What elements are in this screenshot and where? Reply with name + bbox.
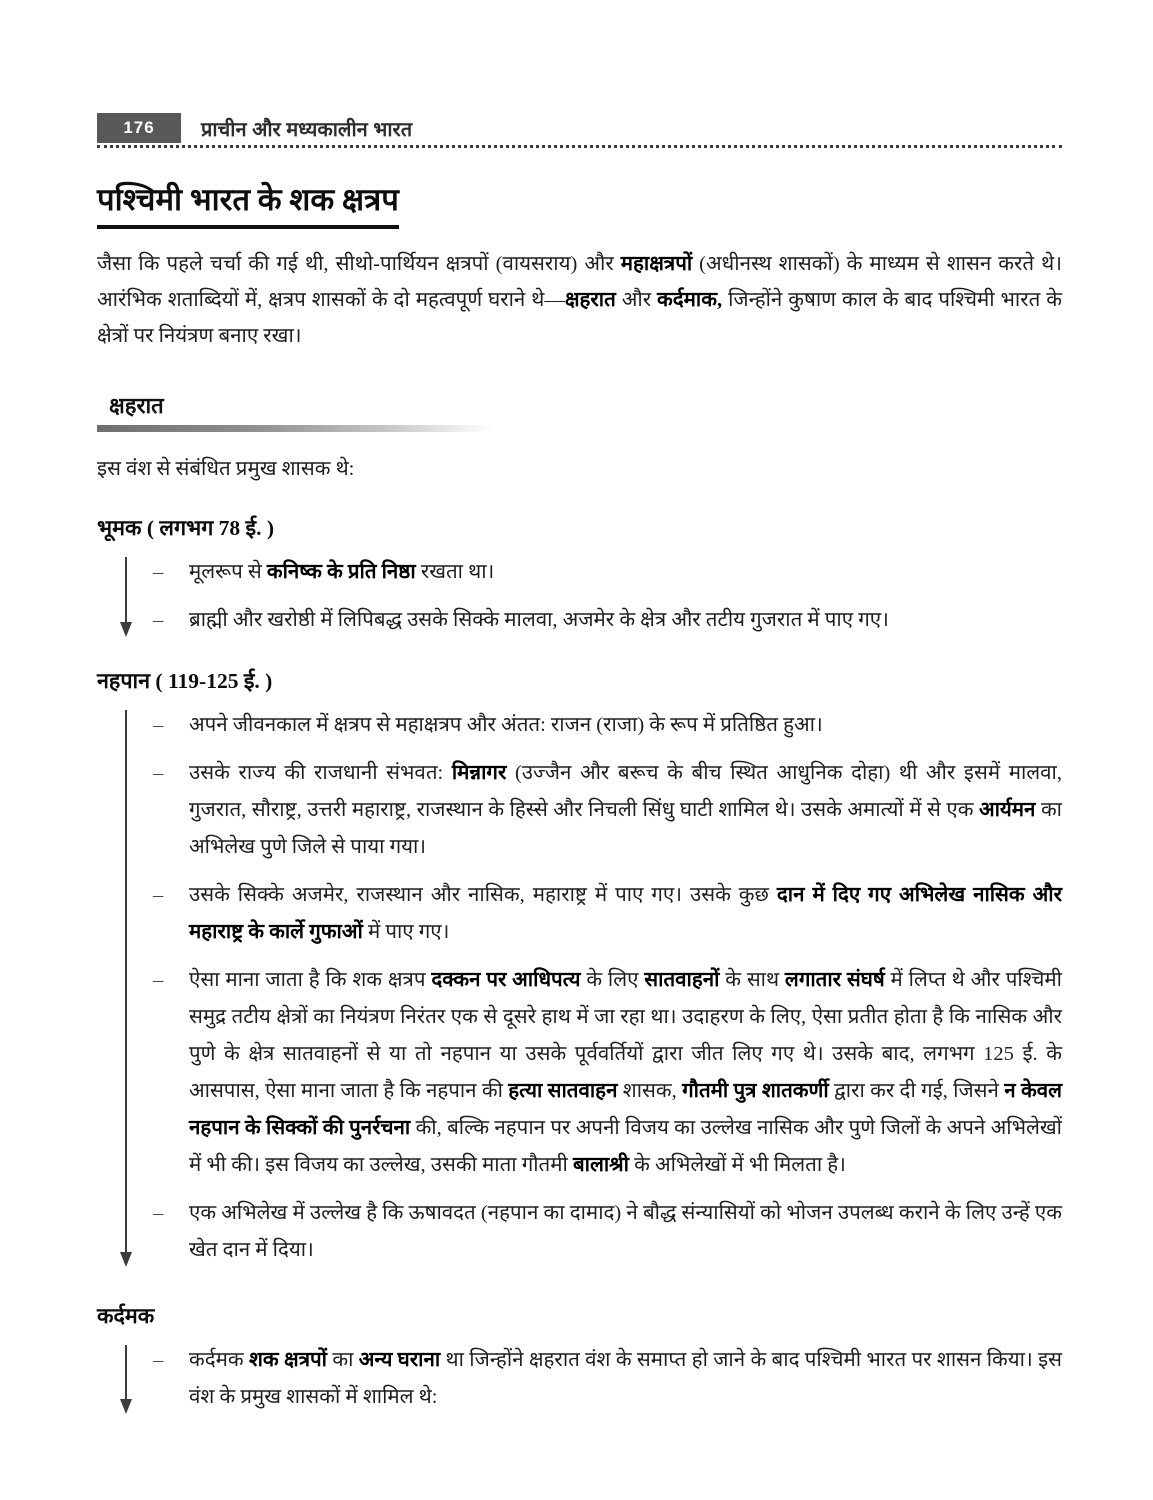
list-item bbox=[141, 962, 1062, 1184]
dash-bullet-marker: – bbox=[153, 761, 164, 784]
bullet-text: ब्राह्मी और खरोष्ठी में लिपिबद्ध उसके सिक्के मालवा, अजमेर के क्षेत्र और तटीय गुजरात में पाए गए। bbox=[189, 608, 889, 631]
list-item bbox=[141, 1342, 1062, 1416]
list-item bbox=[141, 877, 1062, 951]
list-item bbox=[141, 602, 1062, 639]
bullet-text: एक अभिलेख में उल्लेख है कि ऊषावदत (नहपान का दामाद) ने बौद्ध संन्यासियों को भोजन उपलब्ध कराने के लिए उन्हें एक खेत दान में दिया। bbox=[189, 1201, 1062, 1261]
down-arrow-icon bbox=[111, 554, 141, 639]
book-title: प्राचीन और मध्यकालीन भारत bbox=[201, 118, 413, 141]
bullet-text: कर्दमक शक क्षत्रपों का अन्य घराना था जिन्होंने क्षहरात वंश के समाप्त हो जाने के बाद पश्चिमी भारत पर शासन किया। इस वंश के प्रमुख शासकों में शामिल थे: bbox=[189, 1348, 1063, 1408]
dash-bullet-marker: – bbox=[153, 608, 164, 631]
running-header bbox=[97, 113, 1062, 148]
section-kshaharata bbox=[97, 390, 1062, 1269]
down-arrow-icon bbox=[111, 707, 141, 1269]
bullet-text: उसके सिक्के अजमेर, राजस्थान और नासिक, महाराष्ट्र में पाए गए। उसके कुछ दान में दिए गए अभिलेख नासिक और महाराष्ट्र के कार्ले गुफाओं में पाए गए। bbox=[189, 883, 1062, 943]
bullet-text: ऐसा माना जाता है कि शक क्षत्रप दक्कन पर आधिपत्य के लिए सातवाहनों के साथ लगातार संघर्ष में लिप्त थे और पश्चिमी समुद्र तटीय क्षेत्रों का नियंत्रण निरंतर एक से दूसरे हाथ में जा रहा था। उदाहरण के लिए, ऐसा प्रतीत होता है कि नासिक और पुणे के क्षेत्र सातवाहनों से या तो नहपान या उसके पूर्ववर्तियों द्वारा जीत लिए गए थे। उसके बाद, लगभग 125 ई. के आसपास, ऐसा माना जाता है कि नहपान की हत्या सातवाहन शासक, गौतमी पुत्र शातकर्णी द्वारा कर दी गई, जिसने न केवल नहपान के सिक्कों की पुनर्रचना की, बल्कि नहपान पर अपनी विजय का उल्लेख नासिक और पुणे जिलों के अपने अभिलेखों में भी की। इस विजय का उल्लेख, उसकी माता गौतमी बालाश्री के अभिलेखों में भी मिलता है। bbox=[189, 968, 1063, 1176]
dash-bullet-marker: – bbox=[153, 713, 164, 736]
section-heading-kardamaka: कर्दमक bbox=[97, 1303, 155, 1328]
intro-paragraph: जैसा कि पहले चर्चा की गई थी, सीथो-पार्थियन क्षत्रपों (वायसराय) और महाक्षत्रपों (अधीनस्थ शासकों) के माध्यम से शासन करते थे। आरंभिक शताब्दियों में, क्षत्रप शासकों के दो महत्वपूर्ण घराने थे—क्षहरात और कर्दमाक, जिन्होंने कुषाण काल के बाद पश्चिमी भारत के क्षेत्रों पर नियंत्रण बनाए रखा। bbox=[97, 252, 1063, 347]
list-item bbox=[141, 707, 1062, 744]
dash-bullet-marker: – bbox=[153, 968, 164, 991]
kardamaka-bullet-group bbox=[97, 1342, 1062, 1416]
bullet-text: मूलरूप से कनिष्क के प्रति निष्ठा रखता था। bbox=[189, 560, 495, 583]
ruler-heading-bhumaka: भूमक ( लगभग 78 ई. ) bbox=[97, 515, 275, 540]
nahapana-bullet-group bbox=[97, 707, 1062, 1269]
down-arrow-icon bbox=[111, 1342, 141, 1416]
dash-bullet-marker: – bbox=[153, 883, 164, 906]
section-heading-kshaharata: क्षहरात bbox=[109, 392, 164, 418]
page-title: पश्चिमी भारत के शक क्षत्रप bbox=[97, 182, 399, 229]
page-number-badge: 176 bbox=[97, 113, 181, 143]
dash-bullet-marker: – bbox=[153, 560, 164, 583]
bullet-text: उसके राज्य की राजधानी संभवत: मिन्नागर (उज्जैन और बरूच के बीच स्थित आधुनिक दोहा) थी और इसमें मालवा, गुजरात, सौराष्ट्र, उत्तरी महाराष्ट्र, राजस्थान के हिस्से और निचली सिंधु घाटी शामिल थे। उसके अमात्यों में से एक आर्यमन का अभिलेख पुणे जिले से पाया गया। bbox=[189, 761, 1062, 858]
dash-bullet-marker: – bbox=[153, 1348, 164, 1371]
section-lead: इस वंश से संबंधित प्रमुख शासक थे: bbox=[97, 457, 355, 480]
list-item bbox=[141, 755, 1062, 866]
list-item bbox=[141, 1195, 1062, 1269]
section-kardamaka bbox=[97, 1301, 1062, 1416]
list-item bbox=[141, 554, 1062, 591]
ruler-heading-nahapana: नहपान ( 119-125 ई. ) bbox=[97, 668, 273, 693]
bhumaka-bullet-group bbox=[97, 554, 1062, 639]
dash-bullet-marker: – bbox=[153, 1201, 164, 1224]
section-gradient-rule bbox=[97, 425, 493, 432]
bullet-text: अपने जीवनकाल में क्षत्रप से महाक्षत्रप और अंतत: राजन (राजा) के रूप में प्रतिष्ठित हुआ। bbox=[189, 713, 823, 736]
